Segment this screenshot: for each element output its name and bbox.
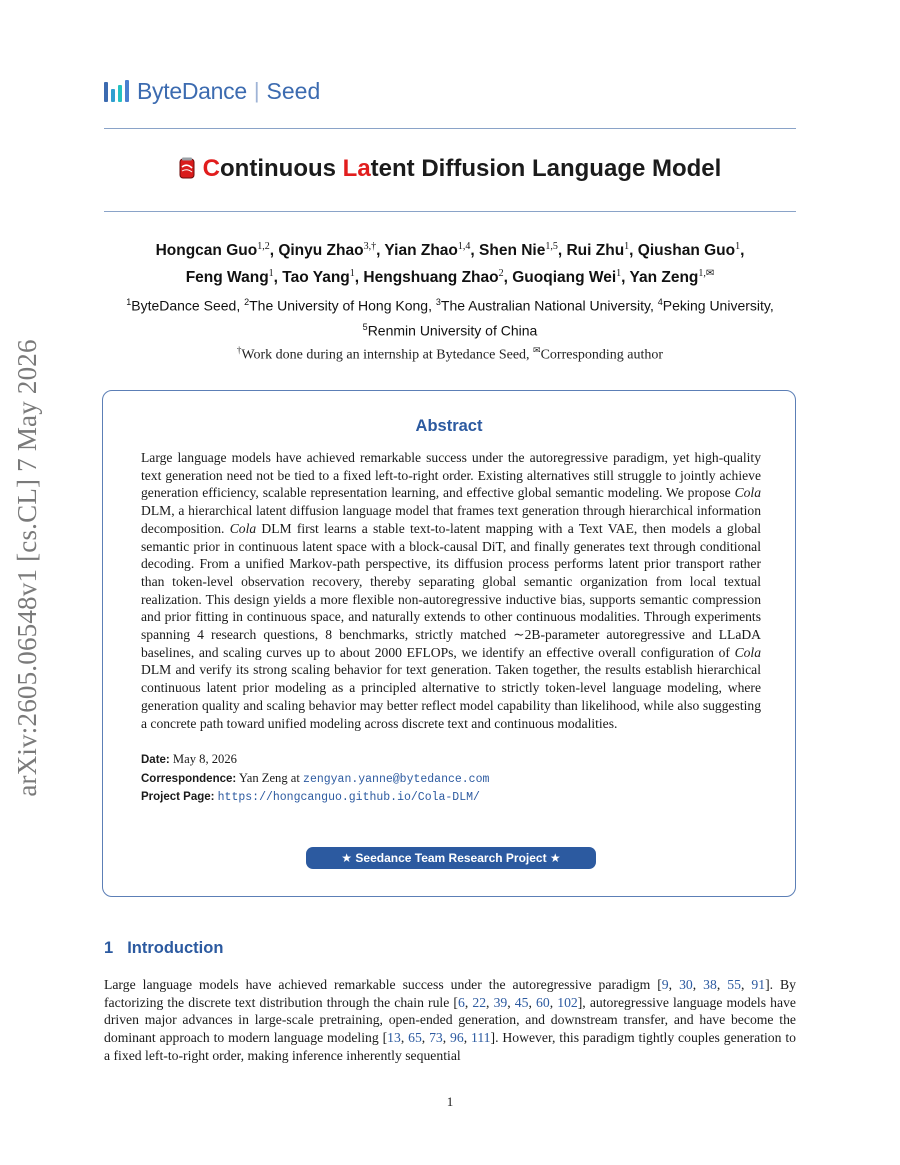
citation[interactable]: 22 [472, 994, 487, 1010]
footnote-markers: †Work done during an internship at Bytedance Seed, ✉Corresponding author [236, 345, 664, 363]
citation[interactable]: 102 [557, 994, 578, 1010]
title-part-1: ontinuous [220, 155, 343, 182]
author: Qinyu Zhao$^{3,\dagger}$ [278, 241, 377, 260]
affiliation: The University of Hong Kong [249, 297, 429, 314]
correspondence-line: Correspondence: Yan Zeng at zengyan.yanne@bytedance.com [141, 770, 490, 786]
citation[interactable]: 39 [493, 994, 508, 1010]
author: Feng Wang$^1$ [185, 268, 274, 287]
citation[interactable]: 30 [679, 977, 693, 992]
author: Qiushan Guo$^1$ [637, 241, 741, 260]
affiliations: $^1$ByteDance Seed, $^2$The University of Hong Kong, $^3$The Australian National University, $^4$Peking University, $^5$Renmin University of China [126, 297, 774, 339]
citation[interactable]: 9 [661, 977, 669, 992]
title-part-2: tent Diffusion Language Model [370, 155, 722, 182]
abstract-meta [141, 751, 489, 807]
affiliation: Renmin University of China [367, 322, 538, 339]
project-page-link[interactable]: https://hongcanguo.github.io/Cola-DLM/ [217, 791, 480, 804]
logo-bars-icon [104, 80, 129, 102]
title-accent-la: La [342, 155, 371, 182]
citation[interactable]: 73 [429, 1030, 443, 1046]
affiliation: Peking University [662, 297, 770, 314]
citation[interactable]: 111 [471, 1030, 491, 1046]
citation[interactable]: 65 [408, 1030, 422, 1046]
author: Yan Zeng$^{1,✉}$ [629, 268, 715, 287]
author: Tao Yang$^1$ [282, 268, 355, 287]
arxiv-stamp: arXiv:2605.06548v1 [cs.CL] 7 May 2026 [12, 339, 42, 797]
affiliation: ByteDance Seed [131, 297, 237, 314]
author: Shen Nie$^{1,5}$ [479, 241, 558, 260]
citation[interactable]: 45 [514, 994, 529, 1010]
paper-title [0, 155, 900, 183]
section-heading: 1 Introduction [104, 939, 224, 957]
logo-brand: ByteDance [137, 77, 247, 104]
title-accent-c: C [202, 155, 221, 182]
intro-paragraph: Large language models have achieved remarkable success under the autoregressive paradigm [9, 30, 38, 55, 91]. By factorizing the discrete text distribution through the chain rule [6, 22, 39, 45, 60, 102], autoregressive language models have driven major advances in large-scale pretraining, open-ended generation, and downstream transfer, and have become the dominant approach to modern language modeling [13, 65, 73, 96, 111]. However, this paradigm tightly couples generation to a fixed left-to-right order, making inference inherently sequential [104, 977, 797, 1063]
author: Hongcan Guo$^{1,2}$ [155, 241, 270, 260]
bytedance-seed-logo [104, 78, 320, 104]
citation[interactable]: 13 [387, 1030, 401, 1046]
author: Yian Zhao$^{1,4}$ [384, 241, 471, 260]
abstract-box [102, 390, 796, 897]
research-project-badge: ★ Seedance Team Research Project ★ [306, 847, 596, 869]
cola-can-icon [179, 157, 195, 179]
date-line: Date: May 8, 2026 [141, 752, 237, 766]
title-rule [104, 211, 796, 212]
author: Hengshuang Zhao$^2$ [363, 268, 504, 287]
page-number: 1 [446, 1094, 454, 1109]
citation[interactable]: 91 [751, 977, 766, 992]
citation[interactable]: 60 [536, 994, 550, 1010]
logo-sub: Seed [266, 77, 321, 104]
abstract-text: Large language models have achieved remarkable success under the autoregressive paradigm, yet high-quality text generation need not be tied to a fixed left-to-right order. Existing alternatives still struggle to jointly achieve generation efficiency, scalable representation learning, and effective global semantic modeling. We propose Cola DLM, a hierarchical latent diffusion language model that frames text generation through hierarchical information decomposition. Cola DLM first learns a stable text-to-latent mapping with a Text VAE, then models a global semantic prior in continuous latent space with a block-causal DiT, and finally generates text through conditional decoding. From a unified Markov-path perspective, its diffusion process performs latent prior transport rather than token-level observation recovery, thereby separating global semantic organization from local textual realization. This design yields a more flexible non-autoregressive inductive bias, supports semantic compression and prior fitting in continuous space, and naturally extends to other continuous modalities. Through experiments spanning 4 research questions, 8 benchmarks, strictly matched ∼2B-parameter autoregressive and LLaDA baselines, and scaling curves up to about 2000 EFLOPs, we identify an effective overall configuration of Cola DLM and verify its strong scaling behavior for text generation. Taken together, the results establish hierarchical continuous latent prior modeling as a principled alternative to strictly token-level language modeling, where generation quality and scaling behavior may better reflect model capability than likelihood, while also suggesting a concrete path toward unified modeling across discrete text and continuous modalities. [141, 450, 761, 731]
author-list: Hongcan Guo$^{1,2}$, Qinyu Zhao$^{3,\dagger}$, Yian Zhao$^{1,4}$, Shen Nie$^{1,5}$, Rui Zhu$^1$, Qiushan Guo$^1$, Feng Wang$^1$, Tao Yang$^1$, Hengshuang Zhao$^2$, Guoqiang Wei$^1$, Yan Zeng$^{1,✉}$ [155, 241, 745, 287]
top-rule [104, 128, 796, 129]
author: Guoqiang Wei$^1$ [512, 268, 622, 287]
envelope-icon: ✉ [533, 345, 541, 355]
affiliation: The Australian National University [440, 297, 650, 314]
abstract-heading: Abstract [415, 417, 483, 435]
email-link[interactable]: zengyan.yanne@bytedance.com [303, 772, 490, 786]
project-page-line: Project Page: https://hongcanguo.github.io/Cola-DLM/ [141, 791, 480, 804]
logo-separator: | [253, 78, 260, 103]
author: Rui Zhu$^1$ [566, 241, 630, 260]
citation[interactable]: 96 [450, 1030, 464, 1046]
citation[interactable]: 55 [727, 977, 741, 992]
citation[interactable]: 38 [703, 977, 717, 992]
citation[interactable]: 6 [457, 994, 465, 1010]
